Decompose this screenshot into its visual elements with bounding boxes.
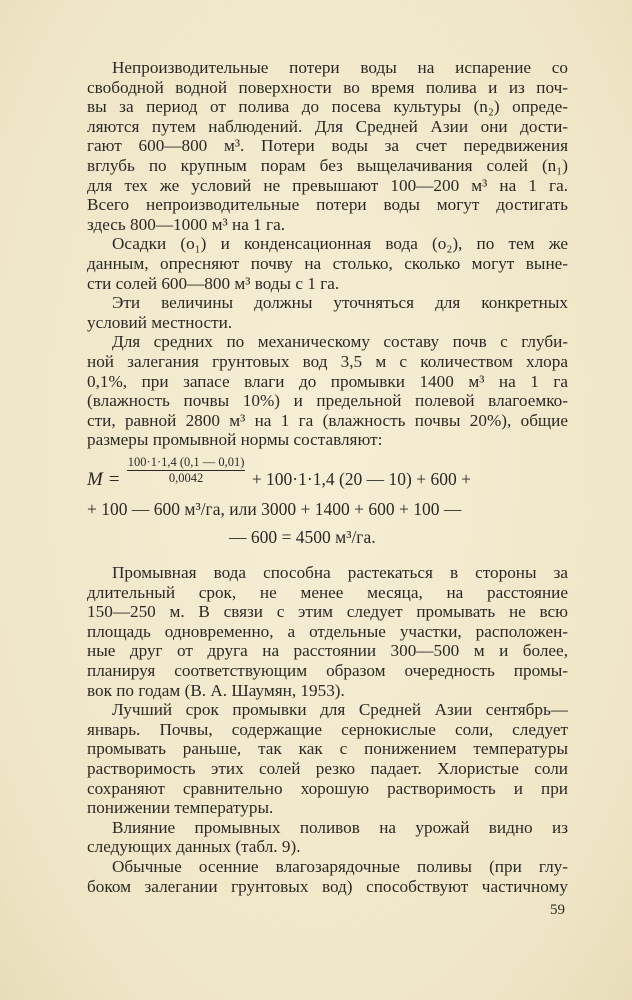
paragraph (87, 58, 568, 234)
paragraph (87, 818, 568, 857)
text-line: свободной водной поверхности во время полива и из поч- (87, 77, 568, 97)
text-line: сти солей 600—800 м³ воды с 1 га. (87, 273, 340, 293)
text-line: ные друг от друга на расстоянии 300—500 м и более, (87, 641, 568, 661)
formula-lhs: M = (87, 468, 121, 490)
text-block-top (87, 58, 568, 450)
text-line: планируя соответствующим образом очередность промы- (87, 660, 568, 680)
paragraph (87, 700, 568, 818)
paragraph (87, 293, 568, 332)
text-line: Для средних по механическому составу почв с глуби- (112, 332, 568, 352)
text-line: Непроизводительные потери воды на испарение со (112, 58, 568, 77)
formula-denominator: 0,0042 (168, 471, 204, 485)
text-line: январь. Почвы, содержащие сернокислые соли, следует (87, 719, 568, 739)
text-line: Обычные осенние влагозарядочные поливы (при глу- (112, 856, 568, 876)
text-line: следующих данных (табл. 9). (87, 837, 301, 857)
text-line: промывать раньше, так как с понижением температуры (87, 739, 568, 759)
text-line: Влияние промывных поливов на урожай видно из (112, 817, 568, 837)
text-line: для тех же условий не превышают 100—200 м³ на 1 га. (87, 175, 568, 195)
text-line: площадь одновременно, а отдельные участки, расположен- (87, 621, 568, 641)
text-line: ляются путем наблюдений. Для Средней Азии они дости- (87, 116, 568, 136)
formula-fraction (127, 455, 246, 486)
text-line: данным, опресняют почву на столько, сколько могут выне- (87, 253, 568, 273)
text-line: 0,1%, при запасе влаги до промывки 1400 м³ на 1 га (87, 371, 568, 391)
text-line: боком залегании грунтовых вод) способствуют частичному (87, 876, 568, 896)
paragraph (87, 234, 568, 293)
text-line: сохраняют сравнительно хорошую растворимость и при (87, 778, 568, 798)
page-number: 59 (550, 902, 565, 918)
text-line: вок по годам (В. А. Шаумян, 1953). (87, 680, 345, 700)
formula-line-1-rest: + 100·1·1,4 (20 — 10) + 600 + (251, 468, 471, 489)
text-line: Всего непроизводительные потери воды могут достигать (87, 195, 568, 215)
formula-leaching-norm (87, 455, 568, 555)
text-line: Эти величины должны уточняться для конкретных (112, 293, 568, 313)
formula-line-3: — 600 = 4500 м³/га. (229, 527, 376, 547)
text-line: гают 600—800 м³. Потери воды за счет передвижения (87, 136, 568, 156)
paragraph (87, 563, 568, 700)
text-block-bottom (87, 563, 568, 896)
formula-line-1 (87, 455, 471, 490)
formula-line-2: + 100 — 600 м³/га, или 3000 + 1400 + 600 + 100 — (87, 499, 462, 519)
text-line: вглубь по крупным порам без выщелачивания солей (n₁) (87, 155, 568, 175)
formula-numerator: 100·1·1,4 (0,1 — 0,01) (127, 455, 245, 469)
text-line: здесь 800—1000 м³ на 1 га. (87, 214, 286, 234)
text-line: растворимость этих солей резко падает. Хлористые соли (87, 758, 568, 778)
text-line: 150—250 м. В связи с этим следует промывать не всю (87, 602, 568, 622)
text-line: Лучший срок промывки для Средней Азии сентябрь— (112, 700, 568, 720)
text-line: понижении температуры. (87, 798, 274, 818)
text-line: вы за период от полива до посева культуры (n₂) опреде- (87, 97, 568, 117)
text-line: условий местности. (87, 312, 233, 332)
text-line: ной залегания грунтовых вод 3,5 м с количеством хлора (87, 351, 568, 371)
text-line: (влажность почвы 10%) и предельной полевой влагоемко- (87, 391, 568, 411)
text-line: длительный срок, не менее месяца, на расстояние (87, 582, 568, 602)
text-line: размеры промывной нормы составляют: (87, 430, 383, 450)
paragraph (87, 332, 568, 450)
text-line: Промывная вода способна растекаться в стороны за (112, 563, 568, 582)
text-line: Осадки (o₁) и конденсационная вода (o₂), по тем же (112, 234, 568, 254)
text-line: сти, равной 2800 м³ на 1 га (влажность почвы 20%), общие (87, 410, 568, 430)
paragraph (87, 857, 568, 896)
